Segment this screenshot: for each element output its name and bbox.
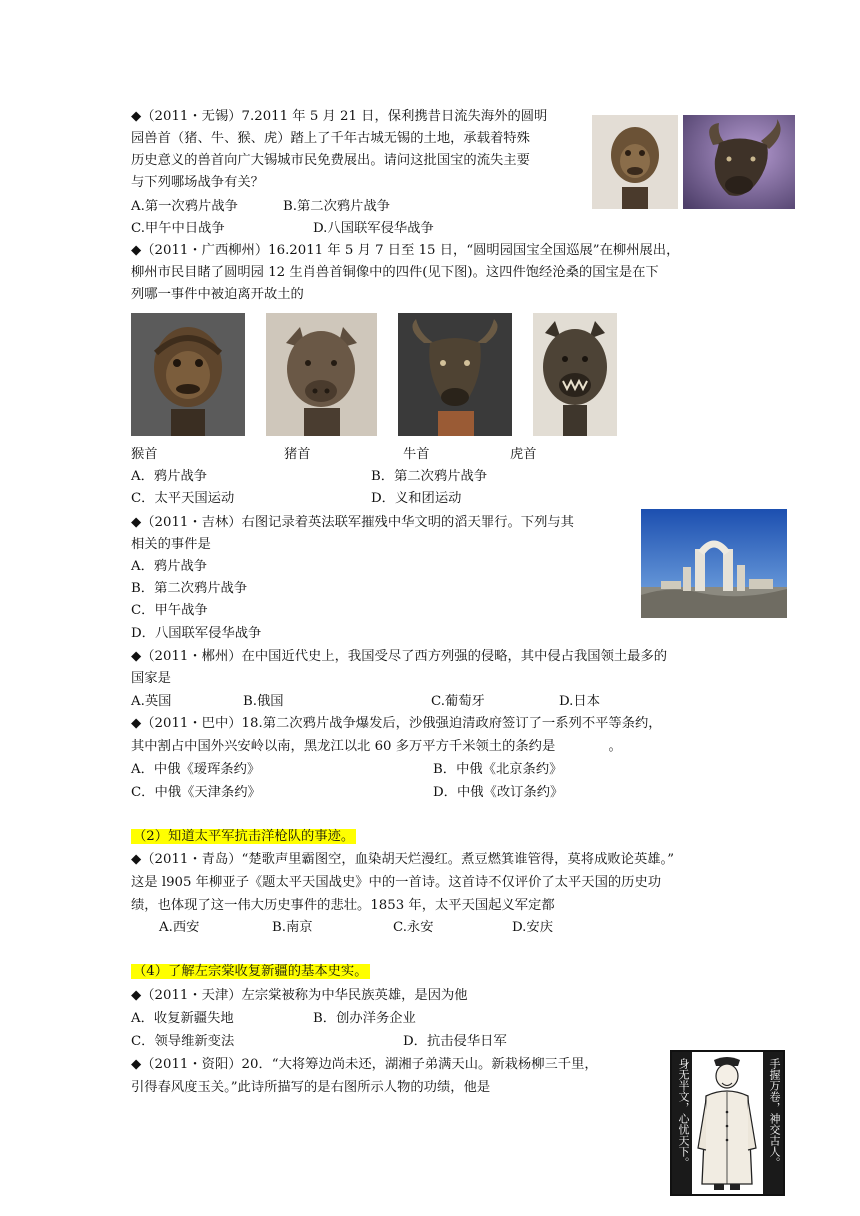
q4-stem-line1: ◆（2011・郴州）在中国近代史上，我国受尽了西方列强的侵略，其中侵占我国领土最多的: [131, 649, 668, 664]
zuo-zongtang-figure-icon: [692, 1052, 763, 1194]
q6-option-a: A.西安: [159, 920, 200, 935]
q2-option-a: A．鸦片战争: [131, 469, 208, 484]
caption-pig-head: 猪首: [284, 447, 311, 462]
q2-stem-line1: ◆（2011・广西柳州）16.2011 年 5 月 7 日至 15 日，“圆明园国宝全国巡展”在柳州展出，: [131, 243, 680, 258]
portrait-right-motto: 手握万卷，神交古人。: [768, 1058, 781, 1168]
caption-ox-head: 牛首: [403, 447, 430, 462]
q8-stem-line2: 引得春风度玉关。”此诗所描写的是右图所示人物的功绩，他是: [131, 1080, 491, 1095]
q3-option-b: B．第二次鸦片战争: [131, 581, 248, 596]
q4-stem-line2: 国家是: [131, 671, 171, 686]
q6-stem-line3: 绩，也体现了这一伟大历史事件的悲壮。1853 年，太平天国起义军定都: [131, 898, 555, 913]
caption-tiger-head: 虎首: [510, 447, 537, 462]
q1-stem-line2: 园兽首（猪、牛、猴、虎）踏上了千年古城无锡的土地，承载着特殊: [131, 131, 530, 146]
q7-option-d: D．抗击侵华日军: [403, 1034, 507, 1049]
zuo-zongtang-portrait: [670, 1050, 785, 1196]
q5-option-d: D．中俄《改订条约》: [433, 785, 564, 800]
q7-stem-line1: ◆（2011・天津）左宗棠被称为中华民族英雄，是因为他: [131, 988, 468, 1003]
tiger-head-photo: [533, 313, 617, 436]
monkey-head-photo: [131, 313, 245, 436]
q5-stem-line1: ◆（2011・巴中）18.第二次鸦片战争爆发后，沙俄强迫清政府签订了一系列不平等条约，: [131, 716, 662, 731]
q2-option-c: C．太平天国运动: [131, 491, 235, 506]
q3-option-c: C．甲午战争: [131, 603, 208, 618]
section-heading-zuo-zongtang-text: （4）了解左宗棠收复新疆的基本史实。: [133, 964, 368, 979]
q1-option-b: B.第二次鸦片战争: [283, 199, 391, 214]
q7-option-b: B．创办洋务企业: [313, 1011, 416, 1026]
q7-option-a: A．收复新疆失地: [131, 1011, 234, 1026]
pig-head-photo: [266, 313, 377, 436]
q5-option-b: B．中俄《北京条约》: [433, 762, 563, 777]
q6-stem-line2: 这是 l905 年柳亚子《题太平天国战史》中的一首诗。这首诗不仅评价了太平天国的历史功: [131, 875, 662, 890]
q6-option-b: B.南京: [272, 920, 313, 935]
q2-option-b: B．第二次鸦片战争: [371, 469, 488, 484]
q4-option-a: A.英国: [131, 694, 172, 709]
q5-stem-line2: 其中割占中国外兴安岭以南，黑龙江以北 60 多万平方千米领土的条约是 。: [131, 739, 622, 754]
q1-option-d: D.八国联军侵华战争: [313, 221, 434, 236]
q1-stem-line3: 历史意义的兽首向广大锡城市民免费展出。请问这批国宝的流失主要: [131, 153, 530, 168]
monkey-head-photo-small: [592, 115, 678, 209]
q1-option-a: A.第一次鸦片战争: [131, 199, 238, 214]
q1-option-c: C.甲午中日战争: [131, 221, 225, 236]
q4-option-d: D.日本: [559, 694, 601, 709]
q1-stem-line1: ◆（2011・无锡）7.2011 年 5 月 21 日，保利携昔日流失海外的圆明: [131, 109, 548, 124]
yuanmingyuan-ruins-photo: [641, 509, 787, 618]
q6-option-c: C.永安: [393, 920, 434, 935]
ox-head-photo-small: [683, 115, 795, 209]
q8-stem-line1: ◆（2011・资阳）20．“大将筹边尚未还，湖湘子弟满天山。新栽杨柳三千里，: [131, 1057, 598, 1072]
q3-option-a: A．鸦片战争: [131, 559, 208, 574]
q7-option-c: C．领导维新变法: [131, 1034, 235, 1049]
q1-stem-line4: 与下列哪场战争有关？: [131, 175, 264, 190]
q5-option-a: A．中俄《瑷珲条约》: [131, 762, 261, 777]
caption-monkey-head: 猴首: [131, 447, 158, 462]
q5-option-c: C．中俄《天津条约》: [131, 785, 261, 800]
q3-option-d: D．八国联军侵华战争: [131, 626, 262, 641]
q3-stem-line1: ◆（2011・吉林）右图记录着英法联军摧残中华文明的滔天罪行。下列与其: [131, 515, 574, 530]
ox-head-photo: [398, 313, 512, 436]
section-heading-zuo-zongtang: [131, 961, 370, 983]
q6-stem-line1: ◆（2011・青岛）“楚歌声里霸图空，血染胡天烂漫红。煮豆燃箕谁管得，莫将成败论英雄。”: [131, 852, 674, 867]
q4-option-c: C.葡萄牙: [431, 694, 485, 709]
q2-stem-line2: 柳州市民目睹了圆明园 12 生肖兽首铜像中的四件(见下图)。这四件饱经沧桑的国宝是在下: [131, 265, 659, 280]
q2-stem-line3: 列哪一事件中被迫离开故土的: [131, 287, 304, 302]
q3-stem-line2: 相关的事件是: [131, 537, 211, 552]
q2-option-d: D．义和团运动: [371, 491, 462, 506]
portrait-left-motto: 身无半文，心忧天下。: [677, 1058, 690, 1168]
section-heading-taiping: [131, 826, 356, 848]
q4-option-b: B.俄国: [243, 694, 284, 709]
section-heading-taiping-text: （2）知道太平军抗击洋枪队的事迹。: [133, 829, 355, 844]
q6-option-d: D.安庆: [512, 920, 554, 935]
